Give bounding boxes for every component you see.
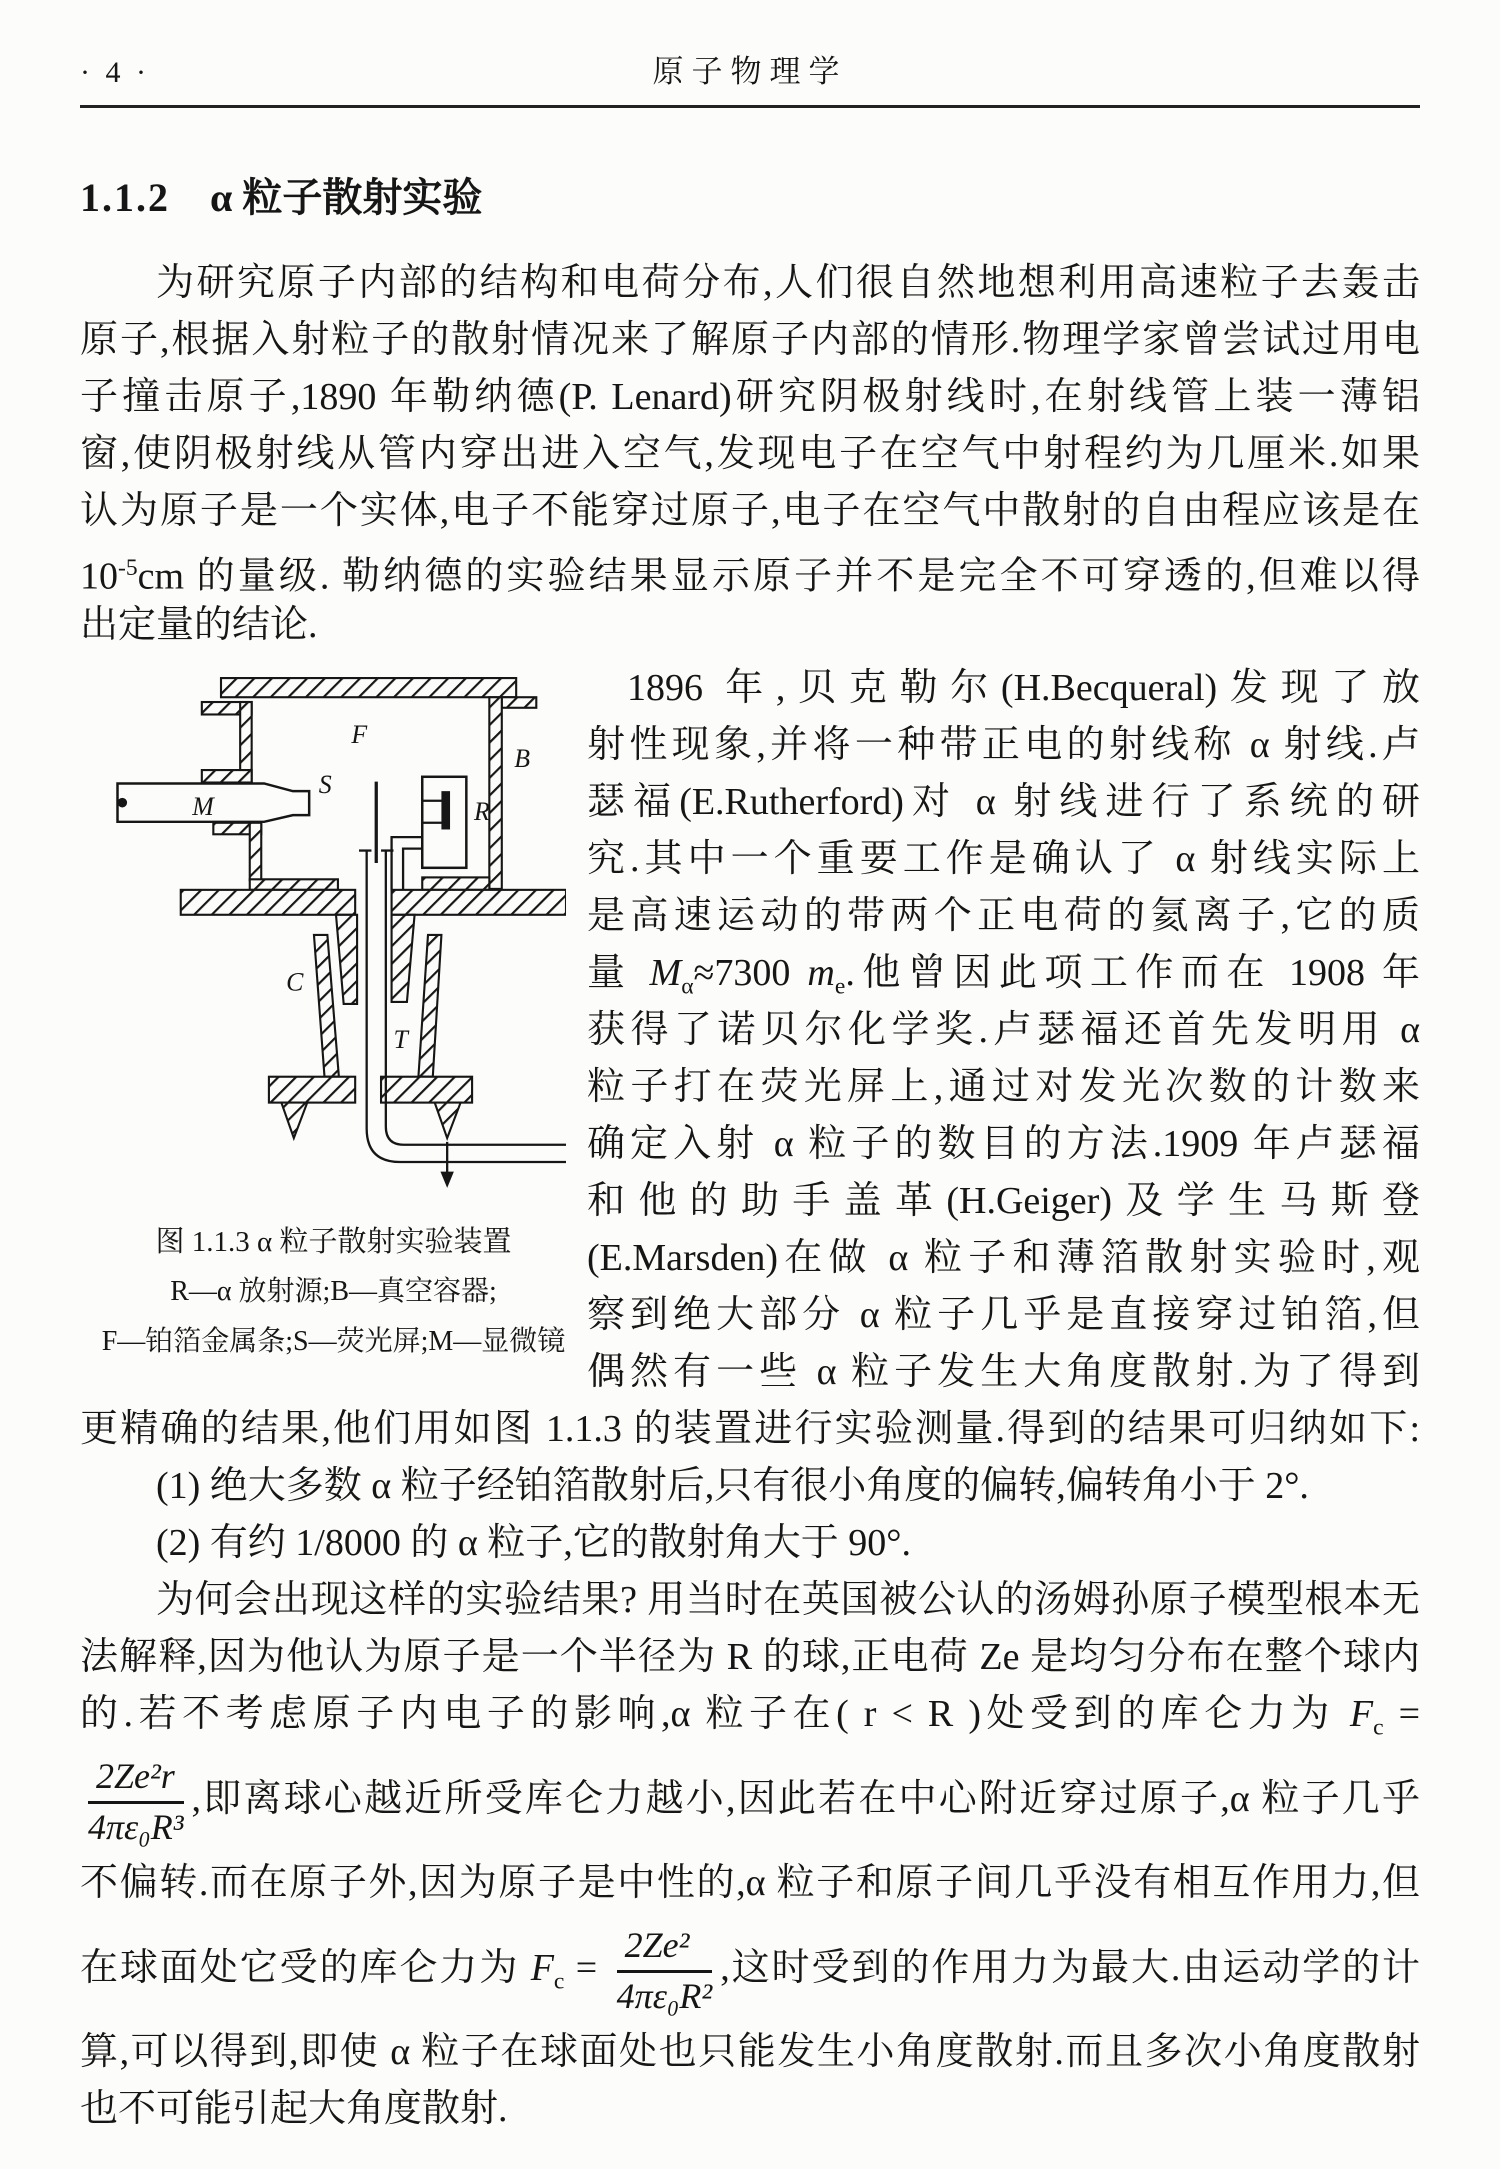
figure-and-text-row — [80, 660, 1420, 1401]
figure-caption-line: R—α 放射源;B—真空容器; — [170, 1276, 497, 1307]
text-line: 粒子打在荧光屏上,通过对发光次数的计数来 — [587, 1066, 1420, 1108]
text-line: (E.Marsden)在做 α 粒子和薄箔散射实验时,观 — [587, 1237, 1420, 1279]
text-line: 为研究原子内部的结构和电荷分布,人们很自然地想利用高速粒子去轰击 — [156, 262, 1420, 304]
text-line: 不偏转.而在原子外,因为原子是中性的,α 粒子和原子间几乎没有相互作用力,但 — [80, 1862, 1420, 1904]
text-line: 原子,根据入射粒子的散射情况来了解原子内部的情形.物理学家曾尝试过用电 — [80, 319, 1420, 361]
right-wall-bottom-flange — [422, 877, 489, 889]
section-heading — [80, 166, 1420, 223]
source-support-outer — [392, 837, 423, 890]
paragraph-2 — [587, 660, 1420, 1401]
paragraph-1 — [80, 255, 1420, 654]
label-C: C — [286, 967, 304, 997]
label-F: F — [351, 720, 368, 750]
figure-caption-line: F—铂箔金属条;S—荧光屏;M—显微镜 — [101, 1326, 566, 1357]
lower-base-left — [269, 1077, 355, 1103]
text-run: ,这时受到的作用力为最大.由运动学的计 — [720, 1947, 1420, 1989]
text-line: 为何会出现这样的实验结果? 用当时在英国被公认的汤姆孙原子模型根本无 — [156, 1579, 1420, 1621]
label-S: S — [318, 770, 332, 800]
pump-arrow-head — [440, 1172, 453, 1188]
text-line-superscript — [80, 540, 1420, 597]
text-line: 察到绝大部分 α 粒子几乎是直接穿过铂箔,但 — [587, 1294, 1420, 1336]
vacuum-container-wall-B — [489, 697, 501, 889]
text-run: = — [564, 1947, 609, 1989]
section-title: α 粒子散射实验 — [210, 175, 483, 220]
paragraph-4 — [80, 1572, 1420, 2138]
hanging-stub-left — [336, 915, 357, 1004]
text-line: 算,可以得到,即使 α 粒子在球面处也只能发生小角度散射.而且多次小角度散射 — [80, 2031, 1420, 2073]
figure-caption-title: 图 1.1.3 α 粒子散射实验装置 — [155, 1226, 512, 1258]
result-item-1: (1) 绝大多数 α 粒子经铂箔散射后,只有很小角度的偏转,偏转角小于 2°. — [156, 1465, 1309, 1507]
foot-triangle-right — [435, 1103, 461, 1138]
chamber-top-wall — [221, 678, 516, 697]
fraction-coulomb-surface — [617, 1925, 713, 2017]
text-line: 出定量的结论. — [80, 604, 318, 646]
fraction-denominator: 4πε₀R² — [616, 1975, 713, 2016]
text-line: 获得了诺贝尔化学奖.卢瑟福还首先发明用 α — [587, 1009, 1420, 1051]
lower-bracket-foot — [250, 879, 338, 890]
hanging-stub-right — [392, 915, 415, 1002]
text-run: 的.若不考虑原子内电子的影响,α 粒子在( r < R )处受到的库仑力为 — [80, 1693, 1350, 1735]
subscript-alpha: α — [681, 973, 694, 1000]
text-line-mass-formula — [587, 945, 1420, 1002]
text-line: 认为原子是一个实体,电子不能穿过原子,电子在空气中散射的自由程应该是在 — [80, 490, 1420, 532]
subscript-c: c — [553, 1968, 565, 1995]
support-column-right — [418, 935, 441, 1077]
lower-bracket-vertical — [250, 823, 262, 881]
label-M: M — [192, 792, 214, 822]
text-line: 瑟福(E.Rutherford)对 α 射线进行了系统的研 — [587, 781, 1420, 823]
alpha-source-plate — [441, 791, 450, 829]
text-line: 确定入射 α 粒子的数目的方法.1909 年卢瑟福 — [587, 1123, 1420, 1165]
label-R: R — [474, 796, 490, 826]
label-T: T — [393, 1024, 408, 1054]
text-run: ,即离球心越近所受库仑力越小,因此若在中心附近穿过原子,α 粒子几乎 — [191, 1778, 1420, 1820]
text-run: = — [1383, 1693, 1420, 1735]
text-line: 偶然有一些 α 粒子发生大角度散射.为了得到 — [587, 1351, 1420, 1393]
text-line-fraction-2 — [80, 1912, 1420, 2024]
source-support-inner — [403, 849, 422, 890]
text-line: 窗,使阴极射线从管内穿出进入空气,发现电子在空气中射程约为几厘米.如果 — [80, 433, 1420, 475]
text-run: .他曾因此项工作而在 1908 年 — [845, 952, 1420, 994]
base-slab-right — [392, 890, 566, 915]
paragraph-2-lines-b — [587, 1002, 1420, 1401]
base-slab-left — [181, 890, 355, 915]
text-run: ≈7300 — [693, 952, 808, 994]
text-line: 射性现象,并将一种带正电的射线称 α 射线.卢 — [587, 724, 1420, 766]
variable-F: F — [530, 1947, 554, 1989]
text-run: 10 — [80, 555, 118, 598]
page-number: · 4 · — [80, 56, 150, 89]
hatched-structure — [181, 678, 566, 1138]
text-line: 更精确的结果,他们用如图 1.1.3 的装置进行实验测量.得到的结果可归纳如下: — [80, 1408, 1420, 1450]
page-header — [80, 0, 1420, 91]
text-line: 子撞击原子,1890 年勒纳德(P. Lenard)研究阴极射线时,在射线管上装一薄铝 — [80, 376, 1420, 418]
text-run: cm 的量级. 勒纳德的实验结果显示原子并不是完全不可穿透的,但难以得 — [137, 555, 1420, 598]
text-line: 法解释,因为他认为原子是一个半径为 R 的球,正电荷 Ze 是均匀分布在整个球内 — [80, 1636, 1420, 1678]
text-line: 是高速运动的带两个正电荷的氦离子,它的质 — [587, 895, 1420, 937]
paragraph-3 — [80, 1401, 1420, 1572]
subscript-e: e — [834, 973, 846, 1000]
figure-block — [80, 660, 587, 1401]
right-wall-top-flange — [502, 697, 536, 708]
variable-F: F — [1349, 1693, 1374, 1735]
text-run: 量 — [587, 952, 650, 994]
text-line: 究.其中一个重要工作是确认了 α 射线实际上 — [587, 838, 1420, 880]
variable-m: m — [807, 952, 835, 994]
paragraph-2-lines-a — [587, 717, 1420, 945]
superscript: -5 — [118, 555, 138, 581]
section-number: 1.1.2 — [80, 175, 170, 220]
microscope-eyepiece-dot — [118, 798, 128, 808]
paragraph-1-lines — [80, 312, 1420, 540]
text-line: 和他的助手盖革(H.Geiger)及学生马斯登 — [587, 1180, 1420, 1222]
text-run: 在球面处它受的库仑力为 — [80, 1947, 531, 1989]
fraction-numerator: 2Ze² — [617, 1925, 713, 1972]
fraction-numerator: 2Ze²r — [88, 1756, 184, 1803]
fraction-coulomb-inside — [88, 1756, 184, 1848]
text-line: 1896 年,贝克勒尔(H.Becqueral)发现了放 — [627, 667, 1420, 709]
variable-M: M — [649, 952, 682, 994]
foot-triangle-left — [281, 1103, 307, 1138]
result-item-2: (2) 有约 1/8000 的 α 粒子,它的散射角大于 90°. — [156, 1522, 911, 1564]
outline-structure — [118, 777, 467, 868]
text-line-coulomb-intro — [80, 1686, 1420, 1743]
figure-1-1-3-diagram — [106, 660, 566, 1205]
text-line: 也不可能引起大角度散射. — [80, 2088, 508, 2130]
label-B: B — [514, 744, 531, 774]
subscript-c: c — [1373, 1714, 1384, 1741]
header-rule — [80, 105, 1420, 108]
text-line-fraction-1 — [80, 1743, 1420, 1855]
fraction-denominator: 4πε₀R³ — [88, 1806, 184, 1847]
lower-base-right — [381, 1077, 472, 1103]
running-title: 原子物理学 — [652, 54, 848, 89]
left-bracket-lower-flange — [202, 770, 252, 782]
support-column-C — [314, 935, 339, 1077]
